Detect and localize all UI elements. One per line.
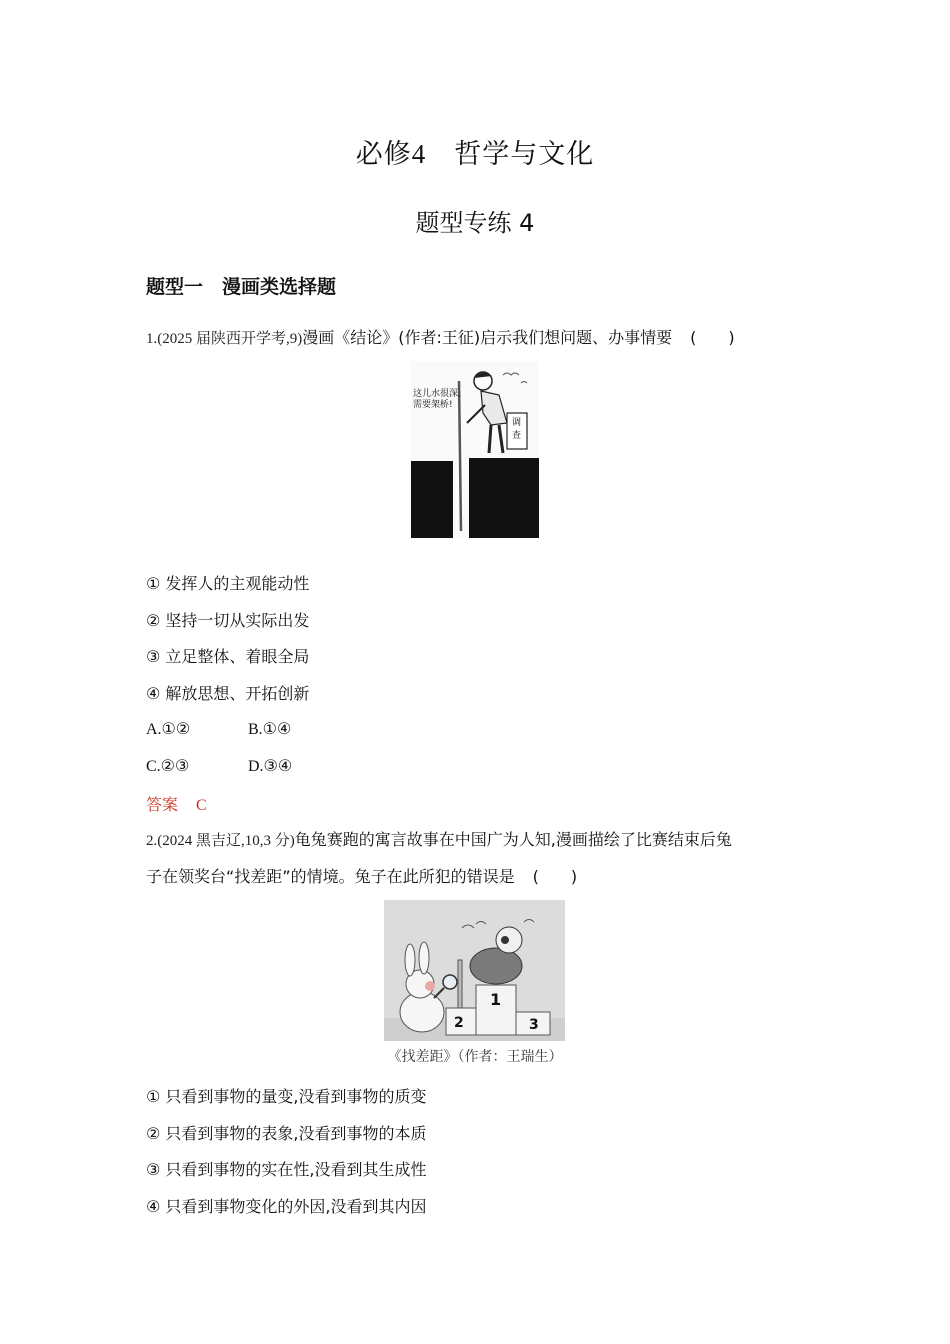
q2-cartoon-image bbox=[384, 900, 565, 1041]
title-part1: 必修 bbox=[355, 139, 412, 170]
q2-stem-text-1: 龟兔赛跑的寓言故事在中国广为人知,漫画描绘了比赛结束后兔 bbox=[294, 830, 732, 849]
q1-source: (2025 届陕西开学考,9) bbox=[157, 331, 303, 347]
q1-cartoon-speech: 这儿水很深, 需要架桥! bbox=[413, 389, 461, 410]
page-title bbox=[0, 132, 950, 171]
page-subtitle: 题型专练 4 bbox=[415, 209, 535, 237]
q1-choice-c: C.②③ bbox=[146, 758, 190, 775]
question-2-stem-line2 bbox=[146, 866, 577, 888]
question-2-stem-line1 bbox=[146, 829, 732, 852]
q1-option-1: ① 发挥人的主观能动性 bbox=[146, 574, 310, 593]
q2-option-2: ② 只看到事物的表象,没看到事物的本质 bbox=[146, 1124, 427, 1143]
q2-option-1: ① 只看到事物的量变,没看到事物的质变 bbox=[146, 1087, 427, 1106]
q1-cartoon-sign-text: 调 查 bbox=[512, 418, 522, 441]
q1-answer-label: 答案 bbox=[146, 795, 179, 814]
q1-stem-text: 漫画《结论》(作者:王征)启示我们想问题、办事情要 bbox=[302, 328, 673, 347]
q2-stem-text-2: 子在领奖台“找差距”的情境。兔子在此所犯的错误是 bbox=[146, 867, 515, 886]
q2-option-4: ④ 只看到事物变化的外因,没看到其内因 bbox=[146, 1197, 427, 1216]
q1-number: 1. bbox=[146, 331, 158, 347]
q1-answer bbox=[146, 792, 207, 815]
q2-number: 2. bbox=[146, 833, 158, 849]
q2-answer-paren: ( ) bbox=[532, 867, 578, 886]
q1-choice-d: D.③④ bbox=[248, 758, 293, 775]
title-number: 4 bbox=[411, 139, 427, 169]
q1-answer-value: C bbox=[196, 797, 207, 814]
q1-cartoon-image bbox=[411, 361, 539, 538]
q2-podium-label-2: 2 bbox=[454, 1015, 464, 1031]
title-part2: 哲学与文化 bbox=[454, 139, 595, 170]
q1-option-3: ③ 立足整体、着眼全局 bbox=[146, 647, 310, 666]
q1-option-2: ② 坚持一切从实际出发 bbox=[146, 611, 310, 630]
q2-cartoon-caption: 《找差距》（作者：王瑞生） bbox=[387, 1049, 563, 1065]
section-heading: 题型一 漫画类选择题 bbox=[146, 276, 337, 298]
q1-option-4: ④ 解放思想、开拓创新 bbox=[146, 684, 310, 703]
q2-podium-label-1: 1 bbox=[490, 990, 502, 1009]
q2-source: (2024 黑吉辽,10,3 分) bbox=[157, 833, 295, 849]
q1-choice-a: A.①② bbox=[146, 721, 191, 738]
q2-option-3: ③ 只看到事物的实在性,没看到其生成性 bbox=[146, 1160, 427, 1179]
q1-choice-b: B.①④ bbox=[248, 721, 292, 738]
q1-answer-paren: ( ) bbox=[690, 328, 735, 347]
q2-podium-label-3: 3 bbox=[529, 1017, 539, 1033]
question-1-stem bbox=[146, 327, 735, 350]
